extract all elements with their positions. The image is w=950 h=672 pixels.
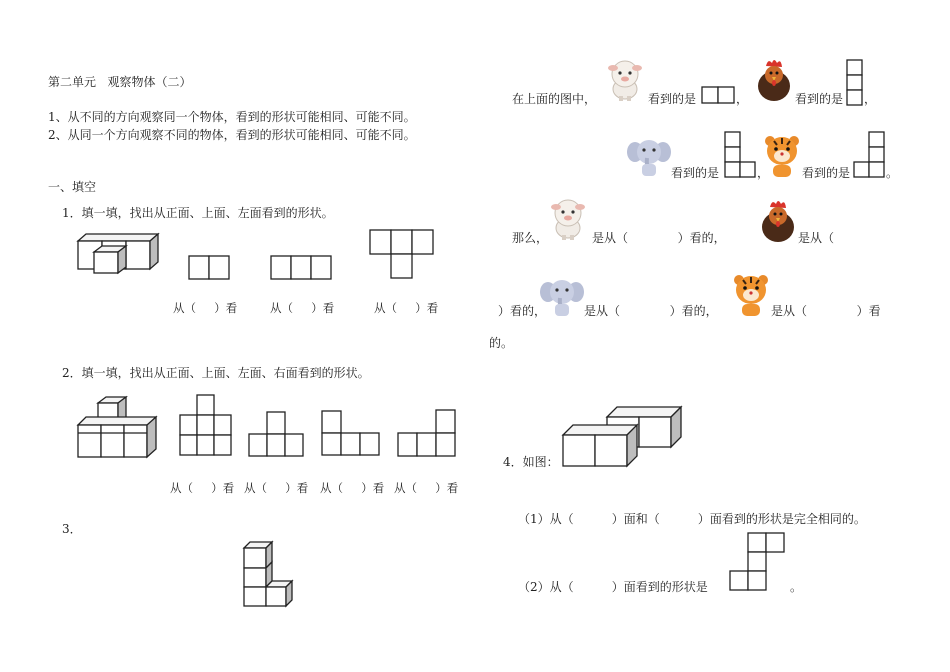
q3-line2-d: 。 bbox=[886, 166, 899, 180]
q2-view-a bbox=[179, 394, 233, 458]
view-box-l-shape bbox=[724, 131, 756, 179]
rooster-icon bbox=[760, 197, 796, 243]
q3-line1-e: ， bbox=[864, 92, 877, 106]
q4-sub2-b: 。 bbox=[790, 580, 803, 594]
q3-line3-a: 那么， bbox=[512, 231, 549, 245]
q1-view-b bbox=[270, 255, 332, 281]
sheep-icon bbox=[606, 58, 644, 102]
q1-view-c bbox=[369, 229, 435, 281]
q2-view-b bbox=[248, 411, 306, 459]
q3-line4-b[interactable]: 是从（ ）看的， bbox=[584, 304, 718, 318]
q3-line1-a: 在上面的图中， bbox=[512, 92, 597, 106]
q3-line1-c: ， bbox=[736, 92, 749, 106]
q2-solid-figure bbox=[76, 393, 160, 459]
q3-solid-figure bbox=[242, 540, 292, 608]
q3-line4-a: ）看的， bbox=[498, 304, 547, 318]
q4-sub2-a[interactable]: （2）从（ ）面看到的形状是 bbox=[518, 580, 708, 594]
q4-solid-figure bbox=[561, 405, 683, 468]
tiger-icon bbox=[733, 273, 769, 317]
q1-answer-1[interactable]: 从（ ）看 bbox=[173, 301, 238, 315]
q3-line5: 的。 bbox=[489, 336, 514, 350]
q2-view-c bbox=[321, 410, 381, 459]
view-box-two-wide bbox=[701, 86, 735, 104]
unit-title: 第二单元 观察物体（二） bbox=[48, 75, 192, 89]
view-box-three-tall bbox=[846, 59, 863, 106]
q3-line2-b: ， bbox=[757, 166, 770, 180]
q3-line2-c: 看到的是 bbox=[802, 166, 851, 180]
q3-line2-a: 看到的是 bbox=[671, 166, 720, 180]
q1-text: 1．填一填，找出从正面、上面、左面看到的形状。 bbox=[62, 206, 334, 220]
q2-text: 2．填一填，找出从正面、上面、左面、右面看到的形状。 bbox=[62, 366, 370, 380]
rooster-icon bbox=[756, 56, 792, 102]
q1-answer-2[interactable]: 从（ ）看 bbox=[270, 301, 335, 315]
q4-view-shape bbox=[728, 531, 786, 593]
q4-label: 4．如图： bbox=[503, 455, 559, 469]
q2-answer-2[interactable]: 从（ ）看 bbox=[244, 481, 309, 495]
q3-line3-c[interactable]: 是从（ bbox=[798, 231, 835, 245]
q2-answer-1[interactable]: 从（ ）看 bbox=[170, 481, 235, 495]
elephant-icon bbox=[540, 276, 584, 318]
q3-line3-b[interactable]: 是从（ ）看的， bbox=[592, 231, 726, 245]
q3-line4-c[interactable]: 是从（ ）看 bbox=[771, 304, 881, 318]
view-box-j-shape bbox=[853, 131, 885, 179]
q3-label: 3． bbox=[62, 522, 82, 536]
q4-sub1[interactable]: （1）从（ ）面和（ ）面看到的形状是完全相同的。 bbox=[518, 512, 866, 526]
q2-view-d bbox=[397, 409, 457, 459]
q3-line1-d: 看到的是 bbox=[795, 92, 844, 106]
q2-answer-3[interactable]: 从（ ）看 bbox=[320, 481, 385, 495]
q1-solid-figure bbox=[76, 232, 160, 274]
sheep-icon bbox=[549, 197, 587, 241]
elephant-icon bbox=[627, 136, 671, 178]
section-heading: 一、填空 bbox=[48, 180, 97, 194]
q2-answer-4[interactable]: 从（ ）看 bbox=[394, 481, 459, 495]
rule-1: 1、从不同的方向观察同一个物体，看到的形状可能相同、可能不同。 bbox=[48, 110, 416, 124]
q3-line1-b: 看到的是 bbox=[648, 92, 697, 106]
q1-answer-3[interactable]: 从（ ）看 bbox=[374, 301, 439, 315]
rule-2: 2、从同一个方向观察不同的物体，看到的形状可能相同、可能不同。 bbox=[48, 128, 416, 142]
q1-view-a bbox=[188, 255, 230, 281]
tiger-icon bbox=[764, 134, 800, 178]
